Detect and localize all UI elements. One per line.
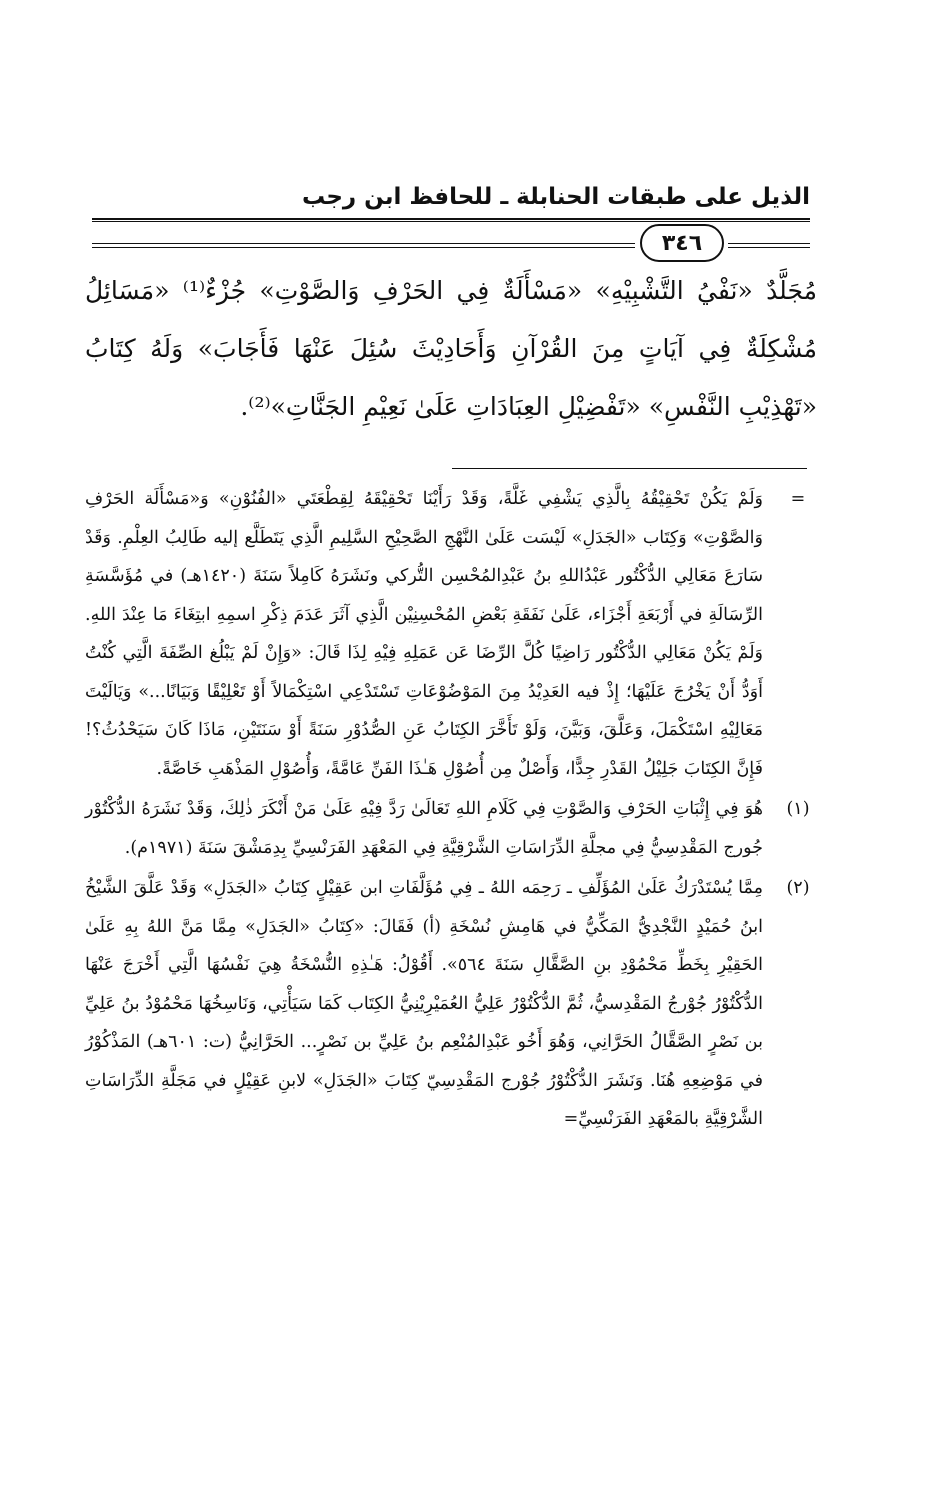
footnote-marker: = (790, 489, 806, 509)
footnote-2 (85, 869, 823, 1139)
main-text (85, 262, 817, 436)
folio-line-left-2 (92, 247, 635, 248)
folio-row (92, 222, 810, 266)
folio-line-right (728, 243, 810, 244)
folio-line-left (92, 243, 635, 244)
header-rule (92, 218, 810, 220)
footnote-text: وَلَمْ يَكُنْ تَحْقِيْقُهُ بِالَّذِي يَشْفِي غَلَّةً، وَقَدْ رَأَيْنَا تَحْقِيْقَهُ لِقِطْعَتَي «الفُنُوْنِ» وَ«مَسْأَلَة الحَرْفِ وَالصَّوْتِ» وَكِتَاب «الجَدَلِ» لَيْسَت عَلَىٰ النَّهْجِ الصَّحِيْحِ السَّلِيمِ الَّذِي يَتَطَلَّع إليه طَالِبُ العِلْمِ. وَقَدْ سَارَعَ مَعَالِي الدُّكْتُور عَبْدُاللهِ بنُ عَبْدِالمُحْسِن التُّركي ونَشَرَهُ كَامِلاً سَنَةَ (١٤٢٠هـ) في مُؤَسَّسَةِ الرِّسَالَةِ في أَرْبَعَةِ أَجْزَاء، عَلَىٰ نَفَقَةِ بَعْضِ المُحْسِنِيْن الَّذِي آثَرَ عَدَمَ ذِكْرِ اسمِهِ ابتِغَاءَ مَا عِنْدَ اللهِ. وَلَمْ يَكُنْ مَعَالِي الدُّكْتُور رَاضِيًا كُلَّ الرِّضَا عَن عَمَلِهِ فِيْهِ لِذَا قَالَ: «وَإِنْ لَمْ يَبْلُغ الصِّفَةَ الَّتِي كُنْتُ أَوَدُّ أَنْ يَخْرُجَ عَلَيْهَا؛ إِذْ فيه العَدِيْدُ مِنَ المَوْضُوْعَاتِ تَسْتَدْعِي اسْتِكْمَالاً أَوْ تَعْلِيْقًا وَبَيَانًا...» وَيَالَيْتَ مَعَالِيْهِ اسْتَكْمَلَ، وَعَلَّقَ، وَبَيَّنَ، وَلَوْ تَأَخَّرَ الكِتَابُ عَنِ الصُّدُوْرِ سَنَةً أَوْ سَنَتَيْنِ، مَاذَا كَانَ سَيَحْدُثُ؟! فَإِنَّ الكِتَابَ جَلِيْلُ القَدْرِ جِدًّا، وَأَصْلٌ مِن أُصُوْلِ هَـٰذَا الفَنِّ عَامَّةً، وَأُصُوْلِ المَذْهَبِ خَاصَّةً. (85, 489, 763, 779)
footnote-1 (85, 790, 823, 867)
footnote-separator (452, 468, 807, 469)
footnotes (85, 480, 823, 1139)
page-number: ٣٤٦ (640, 224, 724, 262)
footnote-marker: (٢) (786, 878, 810, 898)
running-title: الذيل على طبقات الحنابلة ـ للحافظ ابن رجب (301, 184, 810, 210)
footnote-text: مِمَّا يُسْتَدْرَكُ عَلَىٰ المُؤَلِّفِ ـ رَحِمَه اللهُ ـ فِي مُؤَلَّفَاتِ ابن عَقِيْلٍ كِتَابُ «الجَدَلِ» وَقَدْ عَلَّقَ الشَّيْخُ ابنُ حُمَيْدٍ النَّجْدِيُّ المَكِّيُّ في هَامِشِ نُسْخَةِ (أ) فَقَالَ: «كِتَابُ «الجَدَلِ» مِمَّا مَنَّ اللهُ بِهِ عَلَىٰ الحَقِيْرِ بِخَطِّ مَحْمُوْدِ بنِ الصَّقَّالِ سَنَةَ ٥٦٤». أَقُوْلُ: هَـٰذِهِ النُّسْخَةُ هِيَ نَفْسُهَا الَّتِي أَخْرَجَ عَنْهَا الدُّكْتُوْرُ جُوْرجُ المَقْدِسيُّ، ثُمَّ الدُّكْتُوْرُ عَلِيُّ العُمَيْرِيْنِيُّ الكِتَاب كَمَا سَيَأْتِي، وَنَاسِخُهَا مَحْمُوْدُ بنُ عَلِيِّ بن نَصْرٍ الصَّقَّالُ الحَرَّانِي، وَهُوَ أَخُو عَبْدِالمُنْعِم بنُ عَلِيِّ بن نَصْرٍ... الحَرَّانِيُّ (ت: ٦٠١هـ) المَذْكُوْرُ في مَوْضِعِهِ هُنَا. وَنَشَرَ الدُّكْتُوْرُ جُوْرج المَقْدِسِيّ كِتَابَ «الجَدَلِ» لابنِ عَقِيْلٍ في مَجَلَّةِ الدِّرَاسَاتِ الشَّرْقِيَّةِ بالمَعْهَدِ الفَرَنْسِيِّ= (85, 878, 763, 1129)
main-paragraph: مُجَلَّدٌ «نَفْيُ التَّشْبِيْهِ» «مَسْأَلَةٌ فِي الحَرْفِ وَالصَّوْتِ» جُزْءٌ⁽¹⁾ «مَسَائِلُ مُشْكِلَةٌ فِي آيَاتٍ مِنَ القُرْآنِ وَأَحَادِيْثَ سُئِلَ عَنْهَا فَأَجَابَ» وَلَهُ كِتَابُ «تَهْذِيْبِ النَّفْسِ» «تَفْضِيْلِ العِبَادَاتِ عَلَىٰ نَعِيْمِ الجَنَّاتِ»⁽²⁾. (85, 276, 817, 421)
footnote-continued (85, 480, 823, 788)
footnote-marker: (١) (786, 799, 810, 819)
footnote-text: هُوَ فِي إِثْبَاتِ الحَرْفِ وَالصَّوْتِ فِي كَلَامِ اللهِ تَعَالَىٰ رَدَّ فِيْهِ عَلَىٰ مَنْ أَنْكَرَ ذٰلِكَ، وَقَدْ نَشَرَهُ الدُّكْتُوْر جُورج المَقْدِسِيُّ فِي مجلَّةِ الدِّرَاسَاتِ الشَّرْقِيَّةِ فِي المَعْهَدِ الفَرَنْسِيِّ بِدِمَشْقَ سَنَةَ (١٩٧١م). (85, 799, 763, 858)
folio-line-right-2 (728, 247, 810, 248)
